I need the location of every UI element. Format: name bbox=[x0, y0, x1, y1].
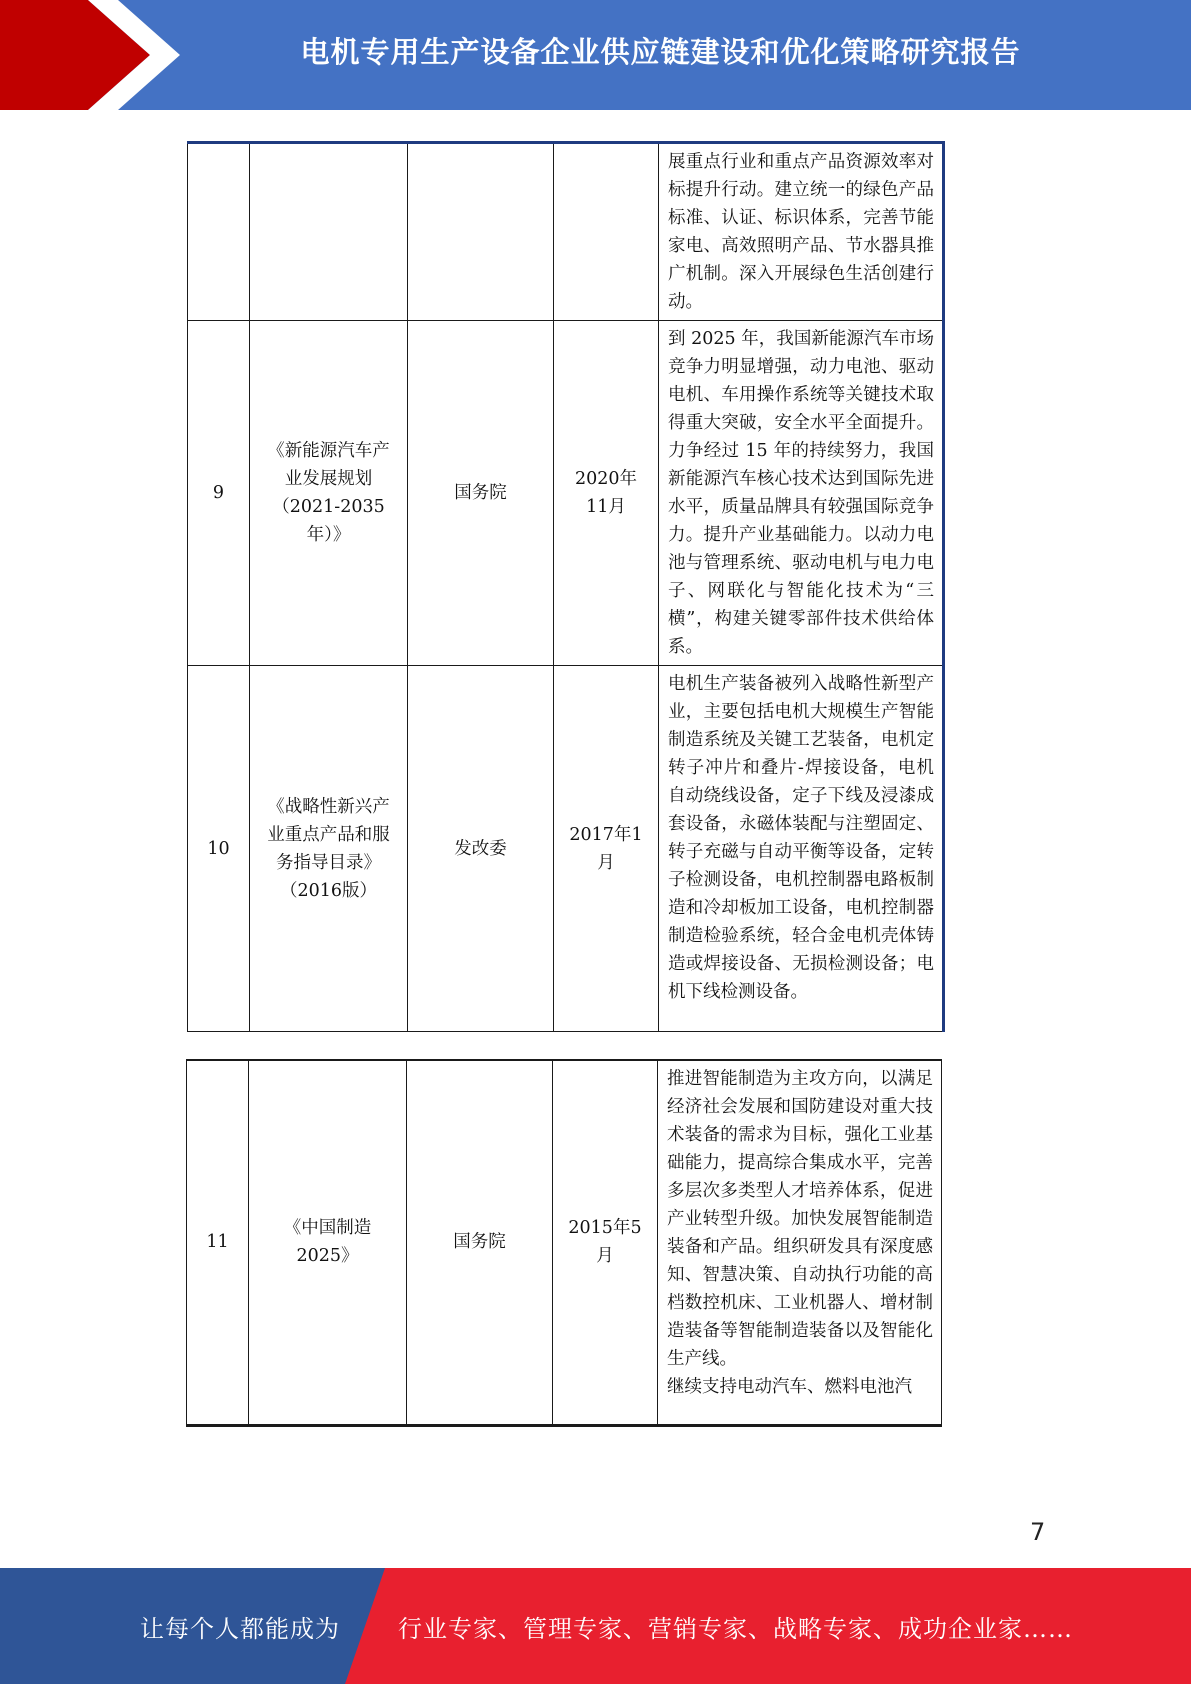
policy-name-cell bbox=[250, 143, 408, 321]
row-number-cell: 9 bbox=[188, 321, 250, 666]
table-row bbox=[188, 143, 944, 321]
page-header bbox=[0, 0, 1191, 110]
date-cell bbox=[553, 1060, 658, 1425]
date-text: 2017年1月 bbox=[569, 824, 643, 873]
issuer-cell: 国务院 bbox=[407, 1060, 553, 1425]
table-row bbox=[188, 666, 944, 1032]
policy-content-cell bbox=[658, 1060, 942, 1425]
report-title: 电机专用生产设备企业供应链建设和优化策略研究报告 bbox=[300, 34, 1021, 69]
table-row bbox=[187, 1060, 942, 1425]
footer-slogan-left: 让每个人都能成为 bbox=[140, 1614, 340, 1643]
date-text: 2020年11月 bbox=[574, 469, 638, 517]
issuer-cell: 发改委 bbox=[408, 666, 554, 1032]
policy-content-continued: 继续支持电动汽车、燃料电池汽 bbox=[667, 1377, 912, 1397]
date-cell bbox=[554, 143, 659, 321]
policy-name-cell bbox=[250, 666, 408, 1032]
policy-table-1 bbox=[187, 141, 945, 1032]
policy-content-cell: 到 2025 年，我国新能源汽车市场竞争力明显增强，动力电池、驱动电机、车用操作系统等关键技术取得重大突破，安全水平全面提升。力争经过 15 年的持续努力，我国新能源汽车核心技术达到国际先进水平，质量品牌具有较强国际竞争力。提升产业基础能力。以动力电池与管理系统、驱动电机与电力电子、网联化与智能化技术为“三横”，构建关键零部件技术供给体系。 bbox=[659, 321, 944, 666]
page-footer bbox=[0, 1568, 1191, 1684]
issuer-cell bbox=[408, 143, 554, 321]
policy-table-2 bbox=[186, 1059, 942, 1427]
row-number-cell: 11 bbox=[187, 1060, 249, 1425]
policy-name-cell bbox=[250, 321, 408, 666]
policy-name-cell bbox=[249, 1060, 407, 1425]
date-cell bbox=[554, 666, 659, 1032]
footer-slogan-right: 行业专家、管理专家、营销专家、战略专家、成功企业家…… bbox=[398, 1614, 1073, 1643]
policy-name-text: 《新能源汽车产业发展规划（2021-2035年）》 bbox=[267, 441, 390, 545]
policy-content-cell: 电机生产装备被列入战略性新型产业，主要包括电机大规模生产智能制造系统及关键工艺装备，电机定转子冲片和叠片-焊接设备，电机自动绕线设备，定子下线及浸漆成套设备，永磁体装配与注塑固定、转子充磁与自动平衡等设备，定转子检测设备，电机控制器电路板制造和冷却板加工设备，电机控制器制造检验系统，轻合金电机壳体铸造或焊接设备、无损检测设备；电机下线检测设备。 bbox=[659, 666, 944, 1032]
date-cell bbox=[554, 321, 659, 666]
date-text: 2015年5月 bbox=[568, 1218, 642, 1267]
table-row bbox=[188, 321, 944, 666]
row-number-cell: 10 bbox=[188, 666, 250, 1032]
issuer-cell: 国务院 bbox=[408, 321, 554, 666]
policy-name-text: 《中国制造2025》 bbox=[283, 1218, 372, 1267]
page-number: 7 bbox=[1030, 1518, 1046, 1546]
row-number-cell bbox=[188, 143, 250, 321]
policy-content-cell: 展重点行业和重点产品资源效率对标提升行动。建立统一的绿色产品标准、认证、标识体系，完善节能家电、高效照明产品、节水器具推广机制。深入开展绿色生活创建行动。 bbox=[659, 143, 944, 321]
policy-name-text: 《战略性新兴产业重点产品和服务指导目录》（2016版） bbox=[267, 796, 390, 901]
policy-content-text: 推进智能制造为主攻方向，以满足经济社会发展和国防建设对重大技术装备的需求为目标，强化工业基础能力，提高综合集成水平，完善多层次多类型人才培养体系，促进产业转型升级。加快发展智能制造装备和产品。组织研发具有深度感知、智慧决策、自动执行功能的高档数控机床、工业机器人、增材制造装备等智能制造装备以及智能化生产线。 bbox=[667, 1069, 933, 1369]
